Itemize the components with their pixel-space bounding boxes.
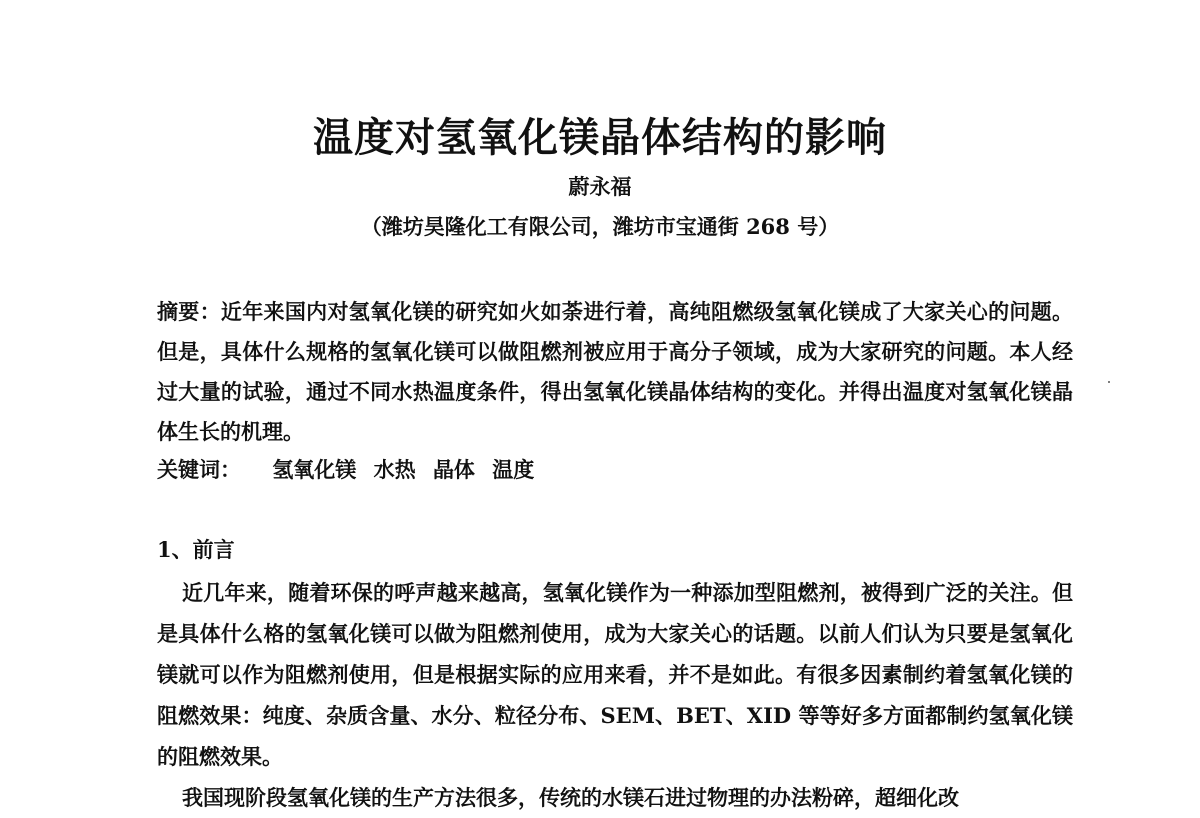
- abstract-paragraph: 摘要：近年来国内对氢氧化镁的研究如火如荼进行着，高纯阻燃级氢氧化镁成了大家关心的问题。但是，具体什么规格的氢氧化镁可以做阻燃剂被应用于高分子领域，成为大家研究的问题。本人经过大量的试验，通过不同水热温度条件，得出氢氧化镁晶体结构的变化。并得出温度对氢氧化镁晶体生长的机理。: [157, 299, 1073, 444]
- section-heading: 1、前言: [157, 537, 235, 562]
- paper-title: 温度对氢氧化镁晶体结构的影响: [313, 114, 887, 161]
- keyword-item: 晶体: [432, 457, 475, 482]
- keyword-item: 氢氧化镁: [272, 457, 357, 482]
- keywords-label: 关键词：: [157, 457, 241, 482]
- author-name: 蔚永福: [568, 174, 632, 199]
- scan-speck: [1108, 381, 1110, 383]
- keyword-item: 温度: [492, 457, 535, 482]
- keyword-item: 水热: [373, 457, 416, 482]
- author-affiliation: （潍坊昊隆化工有限公司，潍坊市宝通街 268 号）: [360, 214, 840, 239]
- body-paragraph-cut: 我国现阶段氢氧化镁的生产方法很多，传统的水镁石进过物理的办法粉碎，超细化改: [182, 785, 959, 810]
- body-paragraph: 近几年来，随着环保的呼声越来越高，氢氧化镁作为一种添加型阻燃剂，被得到广泛的关注。但是具体什么格的氢氧化镁可以做为阻燃剂使用，成为大家关心的话题。以前人们认为只要是氢氧化镁就可以作为阻燃剂使用，但是根据实际的应用来看，并不是如此。有很多因素制约着氢氧化镁的阻燃效果：纯度、杂质含量、水分、粒径分布、SEM、BET、XID 等等好多方面都制约氢氧化镁的阻燃效果。: [157, 580, 1073, 769]
- keywords-line: [157, 452, 1073, 488]
